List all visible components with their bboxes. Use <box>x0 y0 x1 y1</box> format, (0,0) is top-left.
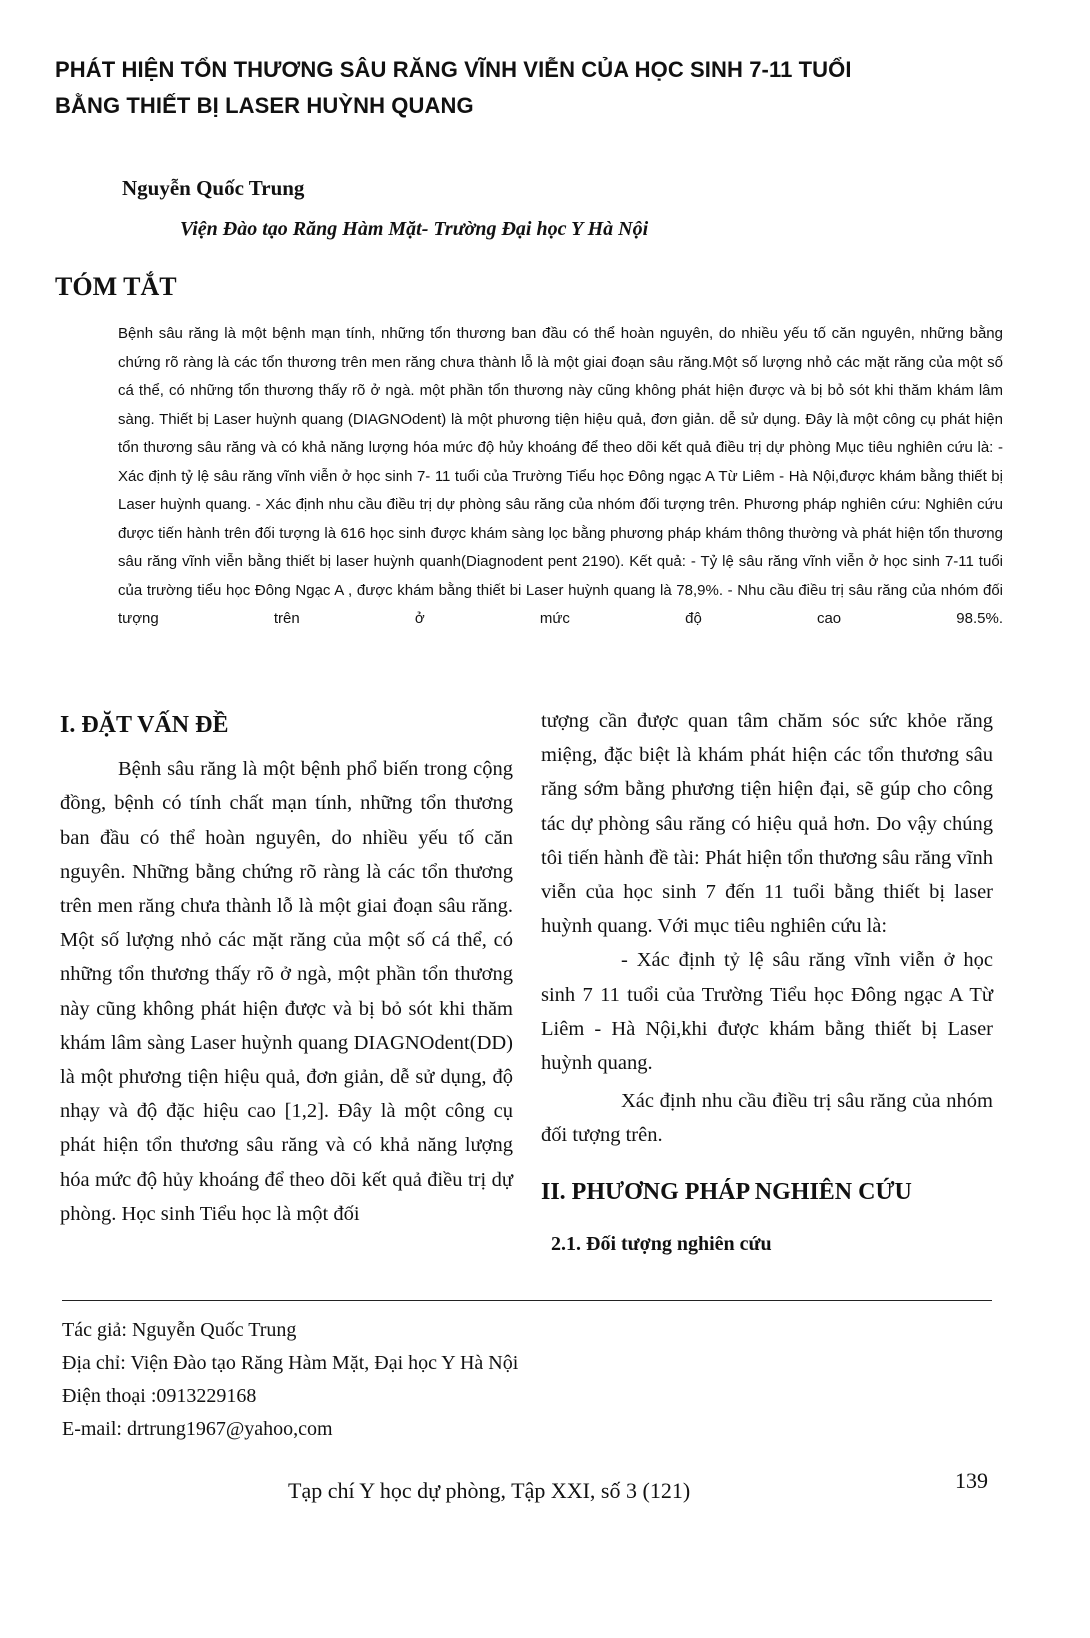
journal-footer: Tạp chí Y học dự phòng, Tập XXI, số 3 (121) <box>288 1478 691 1503</box>
footnote-divider <box>62 1300 992 1301</box>
objective-1: - Xác định tỷ lệ sâu răng vĩnh viễn ở học sinh 7 11 tuổi của Trường Tiểu học Đông ngạc A Từ Liêm - Hà Nội,khi được khám bằng thiết bị Laser huỳnh quang. <box>541 949 993 1075</box>
section-1-heading: I. ĐẶT VẤN ĐỀ <box>60 712 229 738</box>
section-2-1-heading: 2.1. Đối tượng nghiên cứu <box>551 1232 772 1255</box>
author-affiliation: Viện Đào tạo Răng Hàm Mặt- Trường Đại học Y Hà Nội <box>180 218 649 240</box>
footnote-email: E-mail: drtrung1967@yahoo,com <box>62 1418 333 1440</box>
section-1-paragraph-right: tượng cần được quan tâm chăm sóc sức khỏe răng miệng, đặc biệt là khám phát hiện các tổn thương sâu răng sớm bằng phương tiện hiện đại, sẽ gúp cho công tác dự phòng sâu răng có hiệu quả hơn. Do vậy chúng tôi tiến hành đề tài: Phát hiện tổn thương sâu răng vĩnh viễn của học sinh 7 đến 11 tuổi bằng thiết bị laser huỳnh quang. Với mục tiêu nghiên cứu là: <box>541 710 993 938</box>
footnote-phone: Điện thoại :0913229168 <box>62 1385 257 1407</box>
article-title <box>55 52 1045 124</box>
right-column <box>541 704 993 1261</box>
title-line-1: PHÁT HIỆN TỔN THƯƠNG SÂU RĂNG VĨNH VIỄN CỦA HỌC SINH 7-11 TUỔI <box>55 57 852 82</box>
footnote-address: Địa chỉ: Viện Đào tạo Răng Hàm Mặt, Đại học Y Hà Nội <box>62 1352 519 1374</box>
abstract-text: Bệnh sâu răng là một bệnh mạn tính, những tổn thương ban đầu có thể hoàn nguyên, do nhiều yếu tố căn nguyên, những bằng chứng rõ ràng là các tổn thương trên men răng chưa thành lỗ là một giai đoạn sâu răng.Một số lượng nhỏ các mặt răng của một số cá thể, có những tổn thương thấy rõ ở ngà. một phần tổn thương này cũng không phát hiện được và bị bỏ sót khi thăm khám lâm sàng. Thiết bị Laser huỳnh quang (DIAGNOdent) là một phương tiện hiệu quả, đơn giản. dễ sử dụng. Đây là một công cụ phát hiện tổn thương sâu răng và có khả năng lượng hóa mức độ hủy khoáng để theo dõi kết quả điều trị dự phòng Mục tiêu nghiên cứu là: - Xác định tỷ lệ sâu răng vĩnh viễn ở học sinh 7- 11 tuổi của Trường Tiểu học Đông ngạc A Từ Liêm - Hà Nội,được khám bằng thiết bị Laser huỳnh quang. - Xác định nhu cầu điều trị dự phòng sâu răng của nhóm đối tượng trên. Phương pháp nghiên cứu: Nghiên cứu được tiến hành trên đối tượng là 616 học sinh được khám sàng lọc bằng phương pháp khám thông thường và phát hiện tổn thương sâu răng vĩnh viễn bằng thiết bị laser huỳnh quanh(Diagnodent pent 2190). Kết quả: - Tỷ lệ sâu răng vĩnh viễn ở học sinh 7-11 tuổi của trường tiểu học Đông Ngạc A , được khám bằng thiết bi Laser huỳnh quang là 78,9%. - Nhu cầu điều trị sâu răng của nhóm đối tượng trên ở mức độ cao 98.5%. <box>118 325 1003 627</box>
page-number: 139 <box>955 1468 988 1493</box>
footnote-author: Tác giả: Nguyễn Quốc Trung <box>62 1319 297 1341</box>
title-line-2: BẰNG THIẾT BỊ LASER HUỲNH QUANG <box>55 93 474 118</box>
objective-2: Xác định nhu cầu điều trị sâu răng của nhóm đối tượng trên. <box>541 1090 993 1147</box>
section-2-heading: II. PHƯƠNG PHÁP NGHIÊN CỨU <box>541 1178 912 1205</box>
author-name: Nguyễn Quốc Trung <box>122 176 305 200</box>
abstract-heading: TÓM TẮT <box>55 272 177 301</box>
left-column <box>60 704 513 1231</box>
author-footnote <box>62 1314 762 1446</box>
section-1-paragraph-left: Bệnh sâu răng là một bệnh phổ biến trong cộng đồng, bệnh có tính chất mạn tính, những tổn thương ban đầu có thể hoàn nguyên, do nhiều yếu tố căn nguyên. Những bằng chứng rõ ràng là các tổn thương trên men răng chưa thành lỗ là một giai đoạn sâu răng. Một số lượng nhỏ các mặt răng của một số cá thể, có những tổn thương thấy rõ ở ngà, một phần tổn thương này cũng không phát hiện được và bị bỏ sót khi thăm khám lâm sàng Laser huỳnh quang DIAGNOdent(DD) là một phương tiện hiệu quả, đơn giản, dễ sử dụng, độ nhạy và độ đặc hiệu cao [1,2]. Đây là một công cụ phát hiện tổn thương sâu răng và có khả năng lượng hóa mức độ hủy khoáng để theo dõi kết quả điều trị dự phòng. Học sinh Tiểu học là một đối <box>60 758 513 1225</box>
